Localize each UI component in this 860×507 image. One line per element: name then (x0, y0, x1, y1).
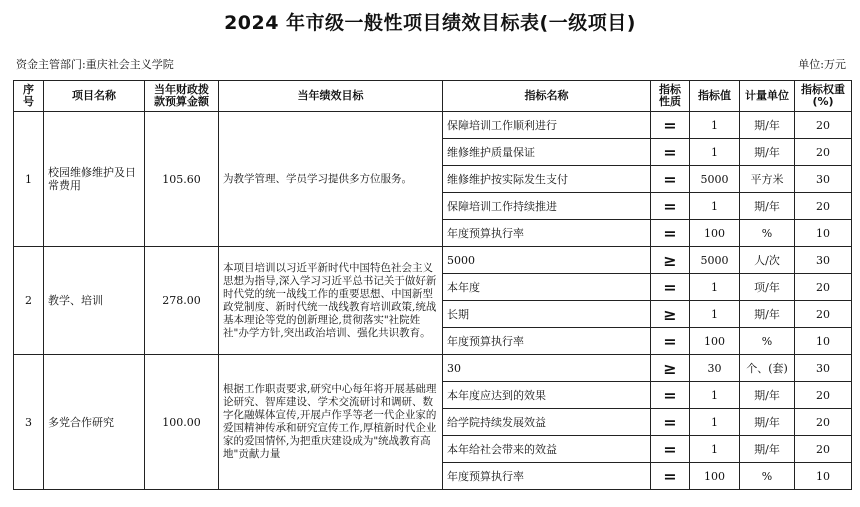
indicator-unit: 期/年 (740, 139, 795, 166)
indicator-name: 保障培训工作持续推进 (443, 193, 651, 220)
indicator-unit: % (740, 463, 795, 490)
indicator-weight: 20 (795, 409, 852, 436)
indicator-nature: ≥ (651, 301, 690, 328)
header-nature: 指标性质 (651, 81, 690, 112)
indicator-unit: 人/次 (740, 247, 795, 274)
indicator-weight: 20 (795, 193, 852, 220)
indicator-name: 本年给社会带来的效益 (443, 436, 651, 463)
indicator-name: 保障培训工作顺利进行 (443, 112, 651, 139)
project-no: 1 (14, 112, 44, 247)
indicator-weight: 30 (795, 166, 852, 193)
indicator-nature: = (651, 463, 690, 490)
indicator-value: 1 (690, 301, 740, 328)
indicator-weight: 10 (795, 463, 852, 490)
indicator-weight: 20 (795, 436, 852, 463)
indicator-value: 1 (690, 193, 740, 220)
indicator-name: 5000 (443, 247, 651, 274)
indicator-nature: = (651, 112, 690, 139)
performance-table (13, 80, 852, 490)
indicator-value: 1 (690, 436, 740, 463)
indicator-nature: ≥ (651, 247, 690, 274)
indicator-value: 100 (690, 220, 740, 247)
indicator-weight: 10 (795, 220, 852, 247)
indicator-value: 5000 (690, 247, 740, 274)
project-goal: 本项目培训以习近平新时代中国特色社会主义思想为指导,深入学习习近平总书记关于做好新时代党的统一战线工作的重要思想、中国新型政党制度、新时代统一战线教育培训政策,统战基本理论等党的创新理论,贯彻落实"社院姓社"办学方针,突出政治培训、强化共识教育。 (219, 247, 443, 355)
indicator-nature: = (651, 382, 690, 409)
indicator-name: 30 (443, 355, 651, 382)
indicator-nature: = (651, 166, 690, 193)
header-goal: 当年绩效目标 (219, 81, 443, 112)
table-row (14, 247, 852, 274)
indicator-value: 1 (690, 274, 740, 301)
header-value: 指标值 (690, 81, 740, 112)
indicator-weight: 20 (795, 112, 852, 139)
header-budget: 当年财政拨款预算金额 (145, 81, 219, 112)
indicator-nature: = (651, 220, 690, 247)
indicator-value: 1 (690, 139, 740, 166)
project-name: 校园维修维护及日常费用 (44, 112, 145, 247)
indicator-unit: 平方米 (740, 166, 795, 193)
indicator-nature: = (651, 139, 690, 166)
indicator-name: 年度预算执行率 (443, 328, 651, 355)
indicator-name: 本年度 (443, 274, 651, 301)
indicator-unit: 期/年 (740, 382, 795, 409)
indicator-unit: % (740, 220, 795, 247)
indicator-value: 5000 (690, 166, 740, 193)
header-unit: 计量单位 (740, 81, 795, 112)
header-indicator: 指标名称 (443, 81, 651, 112)
indicator-value: 30 (690, 355, 740, 382)
indicator-nature: = (651, 193, 690, 220)
indicator-unit: 期/年 (740, 193, 795, 220)
table-row (14, 112, 852, 139)
indicator-nature: = (651, 409, 690, 436)
indicator-unit: 期/年 (740, 409, 795, 436)
indicator-unit: 个、(套) (740, 355, 795, 382)
unit-label: 单位:万元 (798, 58, 846, 71)
indicator-weight: 20 (795, 382, 852, 409)
indicator-weight: 20 (795, 139, 852, 166)
indicator-name: 年度预算执行率 (443, 463, 651, 490)
table-header-row (14, 81, 852, 112)
project-goal: 为教学管理、学员学习提供多方位服务。 (219, 112, 443, 247)
header-project: 项目名称 (44, 81, 145, 112)
indicator-value: 1 (690, 112, 740, 139)
project-goal: 根据工作职责要求,研究中心每年将开展基础理论研究、智库建设、学术交流研讨和调研、数字化融媒体宣传,开展卢作孚等老一代企业家的爱国精神传承和研究宣传工作,厚植新时代企业家的爱国情怀,为把重庆建设成为"统战教育高地"贡献力量 (219, 355, 443, 490)
indicator-weight: 30 (795, 355, 852, 382)
indicator-name: 年度预算执行率 (443, 220, 651, 247)
indicator-name: 给学院持续发展效益 (443, 409, 651, 436)
indicator-value: 100 (690, 328, 740, 355)
indicator-value: 1 (690, 409, 740, 436)
funding-department: 资金主管部门:重庆社会主义学院 (16, 58, 174, 71)
indicator-nature: = (651, 274, 690, 301)
indicator-name: 维修维护按实际发生支付 (443, 166, 651, 193)
project-budget: 100.00 (145, 355, 219, 490)
indicator-weight: 20 (795, 274, 852, 301)
indicator-name: 长期 (443, 301, 651, 328)
indicator-value: 1 (690, 382, 740, 409)
indicator-unit: 项/年 (740, 274, 795, 301)
indicator-value: 100 (690, 463, 740, 490)
table-row (14, 355, 852, 382)
project-no: 2 (14, 247, 44, 355)
indicator-unit: 期/年 (740, 436, 795, 463)
indicator-weight: 20 (795, 301, 852, 328)
page-title: 2024 年市级一般性项目绩效目标表(一级项目) (224, 12, 636, 34)
indicator-weight: 10 (795, 328, 852, 355)
indicator-nature: = (651, 328, 690, 355)
indicator-unit: 期/年 (740, 112, 795, 139)
indicator-name: 维修维护质量保证 (443, 139, 651, 166)
indicator-unit: 期/年 (740, 301, 795, 328)
indicator-weight: 30 (795, 247, 852, 274)
project-budget: 105.60 (145, 112, 219, 247)
project-name: 教学、培训 (44, 247, 145, 355)
header-weight: 指标权重(%) (795, 81, 852, 112)
indicator-nature: = (651, 436, 690, 463)
header-no: 序号 (14, 81, 44, 112)
project-name: 多党合作研究 (44, 355, 145, 490)
project-budget: 278.00 (145, 247, 219, 355)
indicator-unit: % (740, 328, 795, 355)
indicator-nature: ≥ (651, 355, 690, 382)
indicator-name: 本年度应达到的效果 (443, 382, 651, 409)
project-no: 3 (14, 355, 44, 490)
